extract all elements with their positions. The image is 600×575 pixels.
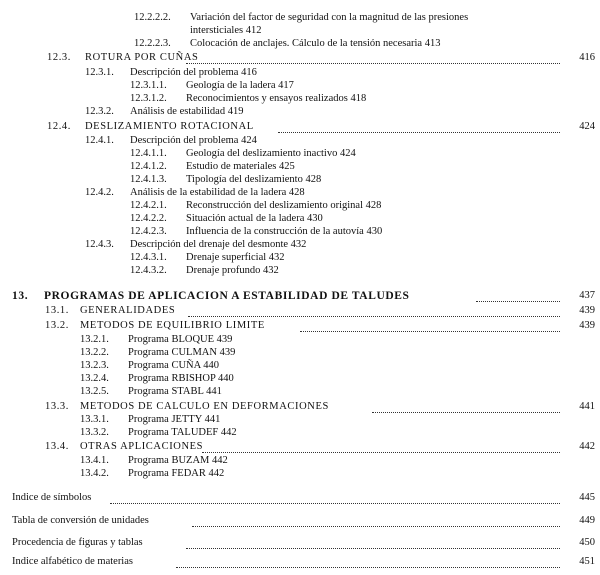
entry-title: Drenaje profundo 432 bbox=[186, 265, 279, 276]
entry-title: Colocación de anclajes. Cálculo de la tensión necesaria 413 bbox=[190, 38, 441, 49]
entry-number: 12.4.1. bbox=[85, 135, 114, 146]
leader-dots bbox=[176, 566, 560, 568]
entry-number: 13.2. bbox=[45, 320, 69, 331]
entry-number: 13.1. bbox=[45, 305, 69, 316]
leader-dots bbox=[188, 315, 560, 317]
entry-title: Geología de la ladera 417 bbox=[186, 80, 294, 91]
entry-title: intersticiales 412 bbox=[190, 25, 262, 36]
toc-entry bbox=[80, 414, 220, 426]
entry-title: Programa BUZAM 442 bbox=[128, 455, 228, 466]
entry-title: METODOS DE CALCULO EN DEFORMACIONES bbox=[80, 401, 329, 412]
page-number: 439 bbox=[579, 305, 595, 316]
entry-title: Análisis de la estabilidad de la ladera 428 bbox=[130, 187, 305, 198]
toc-entry bbox=[130, 226, 382, 238]
toc-entry bbox=[130, 80, 294, 92]
entry-number: 13.4.2. bbox=[80, 468, 109, 479]
toc-entry bbox=[80, 360, 219, 372]
toc-entry bbox=[130, 93, 366, 105]
toc-entry bbox=[12, 492, 91, 504]
toc-entry bbox=[12, 556, 133, 568]
entry-number: 13.2.2. bbox=[80, 347, 109, 358]
entry-number: 13.4.1. bbox=[80, 455, 109, 466]
toc-entry bbox=[80, 455, 228, 467]
entry-number: 13.4. bbox=[45, 441, 69, 452]
toc-entry bbox=[47, 52, 198, 64]
entry-title: Programa FEDAR 442 bbox=[128, 468, 225, 479]
page-number: 445 bbox=[579, 492, 595, 503]
entry-title: Variación del factor de seguridad con la magnitud de las presiones bbox=[190, 12, 469, 23]
entry-number: 12.4. bbox=[47, 121, 71, 132]
entry-number: 12.3.1. bbox=[85, 67, 114, 78]
entry-title: Drenaje superficial 432 bbox=[186, 252, 285, 263]
toc-entry bbox=[45, 305, 175, 317]
leader-dots bbox=[110, 502, 560, 504]
entry-number: 12.3.1.2. bbox=[130, 93, 167, 104]
entry-title: Indice de símbolos bbox=[12, 492, 92, 503]
entry-number: 12.4.1.1. bbox=[130, 148, 167, 159]
toc-entry bbox=[134, 38, 440, 50]
leader-dots bbox=[476, 300, 560, 302]
entry-title: DESLIZAMIENTO ROTACIONAL bbox=[85, 121, 254, 132]
entry-title: Programa STABL 441 bbox=[128, 386, 222, 397]
page-number: 437 bbox=[579, 290, 595, 301]
entry-title: Indice alfabético de materias bbox=[12, 556, 133, 567]
page-number: 424 bbox=[579, 121, 595, 132]
entry-title: Geología del deslizamiento inactivo 424 bbox=[186, 148, 356, 159]
entry-title: PROGRAMAS DE APLICACION A ESTABILIDAD DE TALUDES bbox=[44, 290, 410, 302]
entry-title: Programa JETTY 441 bbox=[128, 414, 221, 425]
entry-title: ROTURA POR CUÑAS bbox=[85, 52, 199, 63]
entry-title: Influencia de la construcción de la autovía 430 bbox=[186, 226, 383, 237]
entry-title: OTRAS APLICACIONES bbox=[80, 441, 204, 452]
page-number: 451 bbox=[579, 556, 595, 567]
entry-title: Programa TALUDEF 442 bbox=[128, 427, 237, 438]
entry-title: Tabla de conversión de unidades bbox=[12, 515, 149, 526]
page-number: 416 bbox=[579, 52, 595, 63]
entry-title: Estudio de materiales 425 bbox=[186, 161, 295, 172]
entry-number: 13.2.3. bbox=[80, 360, 109, 371]
toc-entry bbox=[80, 334, 232, 346]
entry-number: 12.3. bbox=[47, 52, 71, 63]
toc-entry bbox=[80, 468, 224, 480]
entry-number: 13.2.4. bbox=[80, 373, 109, 384]
entry-number: 13.2.1. bbox=[80, 334, 109, 345]
entry-number: 12.4.2.3. bbox=[130, 226, 167, 237]
toc-entry bbox=[45, 401, 329, 413]
entry-number: 13. bbox=[12, 290, 29, 302]
toc-entry bbox=[130, 252, 285, 264]
toc-entry bbox=[190, 25, 261, 37]
entry-title: Reconocimientos y ensayos realizados 418 bbox=[186, 93, 367, 104]
leader-dots bbox=[300, 330, 560, 332]
chapter-entry bbox=[12, 290, 410, 302]
entry-number: 12.4.3.2. bbox=[130, 265, 167, 276]
entry-number: 12.4.2. bbox=[85, 187, 114, 198]
toc-entry bbox=[12, 537, 143, 549]
leader-dots bbox=[202, 451, 560, 453]
toc-entry bbox=[130, 265, 279, 277]
page-number: 450 bbox=[579, 537, 595, 548]
toc-entry bbox=[47, 121, 254, 133]
leader-dots bbox=[192, 525, 560, 527]
entry-number: 12.4.1.2. bbox=[130, 161, 167, 172]
entry-title: Descripción del problema 424 bbox=[130, 135, 257, 146]
page-number: 442 bbox=[579, 441, 595, 452]
toc-entry bbox=[130, 200, 381, 212]
toc-entry bbox=[85, 67, 257, 79]
leader-dots bbox=[278, 131, 560, 133]
entry-title: Descripción del drenaje del desmonte 432 bbox=[130, 239, 307, 250]
entry-title: Programa CULMAN 439 bbox=[128, 347, 236, 358]
leader-dots bbox=[372, 411, 560, 413]
toc-entry bbox=[85, 106, 243, 118]
entry-number: 12.4.2.2. bbox=[130, 213, 167, 224]
page-number: 439 bbox=[579, 320, 595, 331]
entry-number: 12.2.2.3. bbox=[134, 38, 171, 49]
entry-title: Tipología del deslizamiento 428 bbox=[186, 174, 322, 185]
entry-title: Situación actual de la ladera 430 bbox=[186, 213, 323, 224]
toc-entry bbox=[45, 320, 265, 332]
toc-entry bbox=[85, 135, 257, 147]
entry-number: 12.3.2. bbox=[85, 106, 114, 117]
entry-number: 12.3.1.1. bbox=[130, 80, 167, 91]
entry-title: Programa RBISHOP 440 bbox=[128, 373, 234, 384]
leader-dots bbox=[186, 547, 560, 549]
entry-number: 13.3.2. bbox=[80, 427, 109, 438]
entry-number: 12.4.2.1. bbox=[130, 200, 167, 211]
entry-title: METODOS DE EQUILIBRIO LIMITE bbox=[80, 320, 265, 331]
entry-number: 12.4.3.1. bbox=[130, 252, 167, 263]
entry-number: 13.3. bbox=[45, 401, 69, 412]
toc-entry bbox=[130, 161, 295, 173]
toc-entry bbox=[45, 441, 203, 453]
toc-entry bbox=[130, 213, 323, 225]
entry-title: Procedencia de figuras y tablas bbox=[12, 537, 143, 548]
entry-number: 12.4.1.3. bbox=[130, 174, 167, 185]
toc-entry bbox=[130, 148, 356, 160]
toc-entry bbox=[130, 174, 321, 186]
toc-entry bbox=[85, 239, 306, 251]
entry-title: Reconstrucción del deslizamiento original 428 bbox=[186, 200, 382, 211]
entry-title: Análisis de estabilidad 419 bbox=[130, 106, 244, 117]
entry-title: Descripción del problema 416 bbox=[130, 67, 257, 78]
entry-title: GENERALIDADES bbox=[80, 305, 176, 316]
toc-entry bbox=[80, 386, 222, 398]
toc-entry bbox=[85, 187, 305, 199]
page-number: 449 bbox=[579, 515, 595, 526]
toc-entry bbox=[80, 347, 235, 359]
entry-number: 13.2.5. bbox=[80, 386, 109, 397]
entry-title: Programa BLOQUE 439 bbox=[128, 334, 233, 345]
entry-number: 12.4.3. bbox=[85, 239, 114, 250]
toc-entry bbox=[80, 373, 234, 385]
entry-number: 13.3.1. bbox=[80, 414, 109, 425]
toc-entry bbox=[80, 427, 237, 439]
page-number: 441 bbox=[579, 401, 595, 412]
toc-entry bbox=[134, 12, 468, 24]
leader-dots bbox=[186, 62, 560, 64]
entry-title: Programa CUÑA 440 bbox=[128, 360, 219, 371]
toc-entry bbox=[12, 515, 149, 527]
entry-number: 12.2.2.2. bbox=[134, 12, 171, 23]
